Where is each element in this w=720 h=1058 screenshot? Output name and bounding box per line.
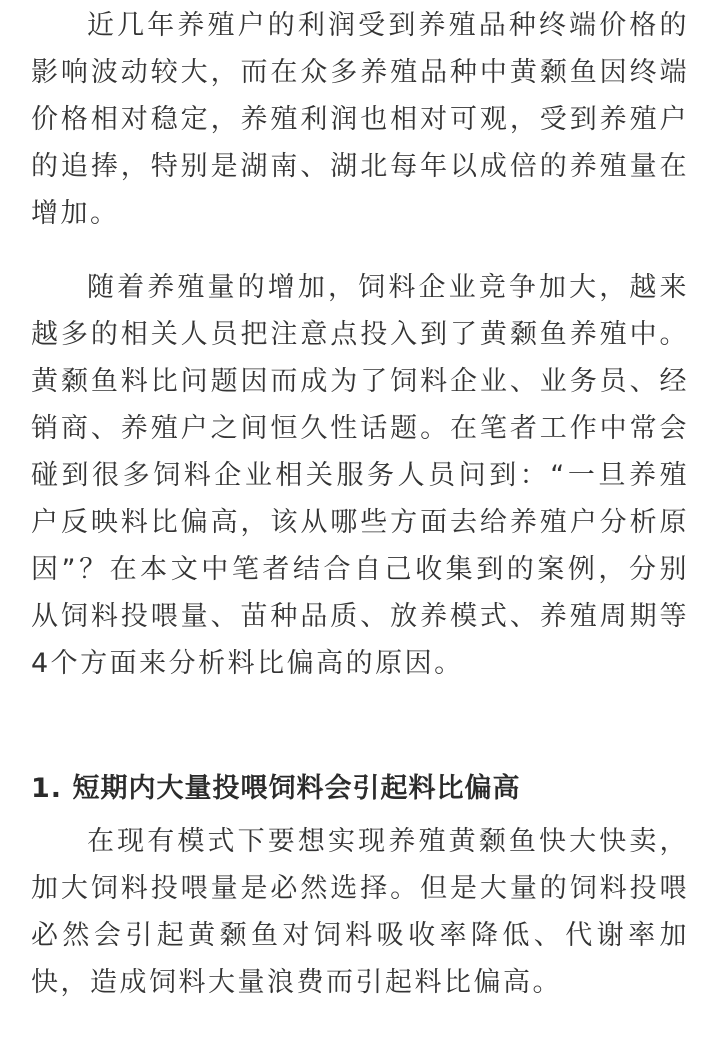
background-paragraph: 随着养殖量的增加，饲料企业竞争加大，越来越多的相关人员把注意点投入到了黄颡鱼养殖中。黄颡鱼料比问题因而成为了饲料企业、业务员、经销商、养殖户之间恒久性话题。在笔者工作中常会碰到很多饲料企业相关服务人员问到：“一旦养殖户反映料比偏高，该从哪些方面去给养殖户分析原因”？在本文中笔者结合自己收集到的案例，分别从饲料投喂量、苗种品质、放养模式、养殖周期等4个方面来分析料比偏高的原因。 bbox=[31, 272, 689, 679]
section-heading: 1. 短期内大量投喂饲料会引起料比偏高 bbox=[31, 773, 521, 804]
intro-paragraph: 近几年养殖户的利润受到养殖品种终端价格的影响波动较大，而在众多养殖品种中黄颡鱼因终端价格相对稳定，养殖利润也相对可观，受到养殖户的追捧，特别是湖南、湖北每年以成倍的养殖量在增加。 bbox=[31, 10, 689, 229]
section-paragraph: 在现有模式下要想实现养殖黄颡鱼快大快卖，加大饲料投喂量是必然选择。但是大量的饲料投喂必然会引起黄颡鱼对饲料吸收率降低、代谢率加快，造成饲料大量浪费而引起料比偏高。 bbox=[31, 826, 689, 998]
